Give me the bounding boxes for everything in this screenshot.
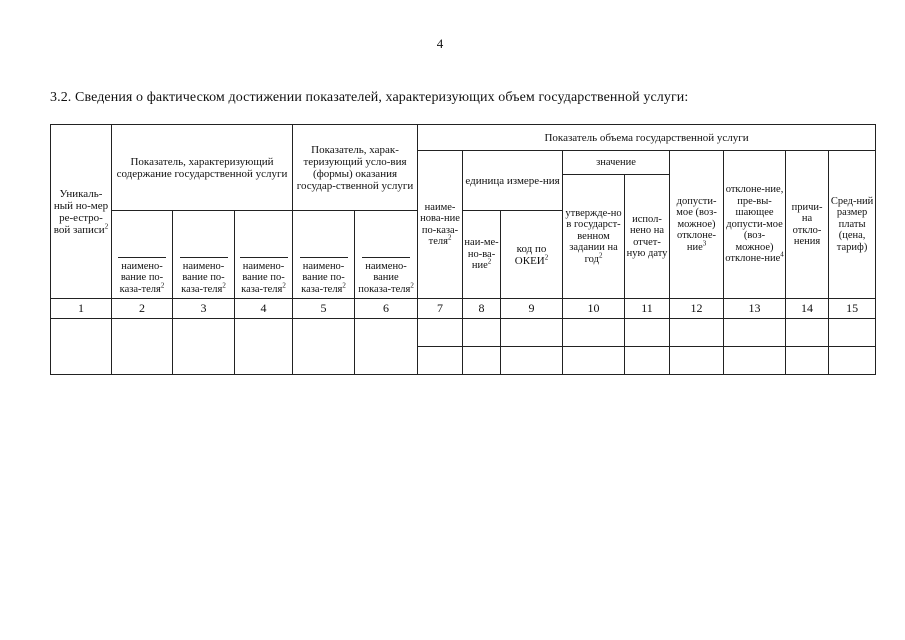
header-conditions-group: Показатель, харак-теризующий усло-вия (формы) оказания государ-ственной услуги [293, 125, 418, 211]
cond-sub-1-text: наимено-вание по-каза-теля [301, 260, 345, 295]
column-number: 7 [418, 299, 463, 319]
data-cell [625, 319, 670, 347]
data-cell [786, 319, 829, 347]
table-row [51, 319, 876, 347]
header-deviation-reason: причи-на откло-нения [786, 151, 829, 299]
header-executed: испол-нено на отчет-ную дату [625, 175, 670, 299]
header-indicator-name-text: наиме-нова-ние по-каза-теля [420, 201, 460, 247]
data-cell [463, 319, 501, 347]
data-cell [829, 347, 876, 375]
footnote-mark: 2 [160, 281, 165, 289]
section-title: 3.2. Сведения о фактическом достижении показателей, характеризующих объем государственной услуги: [50, 90, 689, 105]
data-cell [235, 319, 293, 375]
header-allowed-deviation [670, 151, 724, 299]
header-okei-code [501, 211, 563, 299]
footnote-mark: 4 [780, 250, 784, 259]
column-number: 8 [463, 299, 501, 319]
data-cell [829, 319, 876, 347]
header-cond-sub-1 [293, 211, 355, 299]
column-number: 10 [563, 299, 625, 319]
data-cell [112, 319, 173, 375]
footnote-mark: 2 [104, 221, 109, 230]
footnote-mark: 2 [447, 233, 452, 242]
footnote-mark: 2 [342, 281, 346, 289]
blank-line [300, 256, 348, 258]
header-excess-deviation [724, 151, 786, 299]
data-cell [786, 347, 829, 375]
header-unique-number-text: Уникаль-ный но-мер ре-естро-вой записи [53, 187, 109, 236]
header-okei-code-text: код по ОКЕИ [514, 242, 547, 267]
footnote-mark: 2 [222, 281, 226, 289]
header-excess-deviation-text: отклоне-ние, пре-вы-шающее допусти-мое (воз-можное) отклоне-ние [725, 184, 784, 265]
header-average-fee: Сред-ний размер платы (цена, тариф) [829, 151, 876, 299]
footnote-mark: 2 [598, 251, 603, 260]
data-cell [418, 319, 463, 347]
header-content-sub-3 [235, 211, 293, 299]
data-cell [670, 347, 724, 375]
column-number: 3 [173, 299, 235, 319]
data-cell [563, 319, 625, 347]
content-sub-1-text: наимено-вание по-каза-теля [119, 260, 164, 295]
column-number: 14 [786, 299, 829, 319]
footnote-mark: 2 [410, 281, 414, 289]
data-cell [501, 319, 563, 347]
column-number: 9 [501, 299, 563, 319]
data-cell [173, 319, 235, 375]
column-number: 2 [112, 299, 173, 319]
header-approved-text: утвержде-но в государст-венном задании на год [565, 207, 622, 265]
data-cell [724, 319, 786, 347]
volume-indicators-table [50, 124, 876, 375]
header-content-sub-2 [173, 211, 235, 299]
blank-line [362, 256, 410, 258]
data-cell [293, 319, 355, 375]
column-number: 13 [724, 299, 786, 319]
header-indicator-name [418, 151, 463, 299]
blank-line [118, 256, 166, 258]
column-number: 5 [293, 299, 355, 319]
content-sub-3-text: наимено-вание по-каза-теля [241, 260, 285, 295]
cond-sub-2-text: наимено-вание показа-теля [358, 260, 411, 295]
footnote-mark: 2 [282, 281, 286, 289]
header-unit-name-text: наи-ме-но-ва-ние [464, 237, 499, 272]
data-cell [463, 347, 501, 375]
blank-line [180, 256, 228, 258]
column-number: 15 [829, 299, 876, 319]
header-approved [563, 175, 625, 299]
footnote-mark: 3 [702, 239, 707, 248]
content-sub-2-text: наимено-вание по-каза-теля [181, 260, 225, 295]
header-allowed-deviation-text: допусти-мое (воз-можное) отклоне-ние [676, 195, 717, 253]
column-number: 1 [51, 299, 112, 319]
header-cond-sub-2 [355, 211, 418, 299]
footnote-mark: 2 [544, 252, 549, 261]
column-numbers-row [51, 299, 876, 319]
header-value-group: значение [563, 151, 670, 175]
footnote-mark: 2 [487, 257, 492, 266]
header-volume-group: Показатель объема государственной услуги [418, 125, 876, 151]
blank-line [240, 256, 288, 258]
data-cell [355, 319, 418, 375]
data-cell [51, 319, 112, 375]
header-unit-group: единица измере-ния [463, 151, 563, 211]
data-cell [501, 347, 563, 375]
header-unique-number [51, 125, 112, 299]
header-unit-name [463, 211, 501, 299]
column-number: 6 [355, 299, 418, 319]
page-number: 4 [436, 36, 444, 51]
data-cell [724, 347, 786, 375]
column-number: 4 [235, 299, 293, 319]
data-cell [418, 347, 463, 375]
data-cell [670, 319, 724, 347]
header-content-group: Показатель, характеризующий содержание государственной услуги [112, 125, 293, 211]
header-content-sub-1 [112, 211, 173, 299]
data-cell [563, 347, 625, 375]
column-number: 11 [625, 299, 670, 319]
column-number: 12 [670, 299, 724, 319]
data-cell [625, 347, 670, 375]
